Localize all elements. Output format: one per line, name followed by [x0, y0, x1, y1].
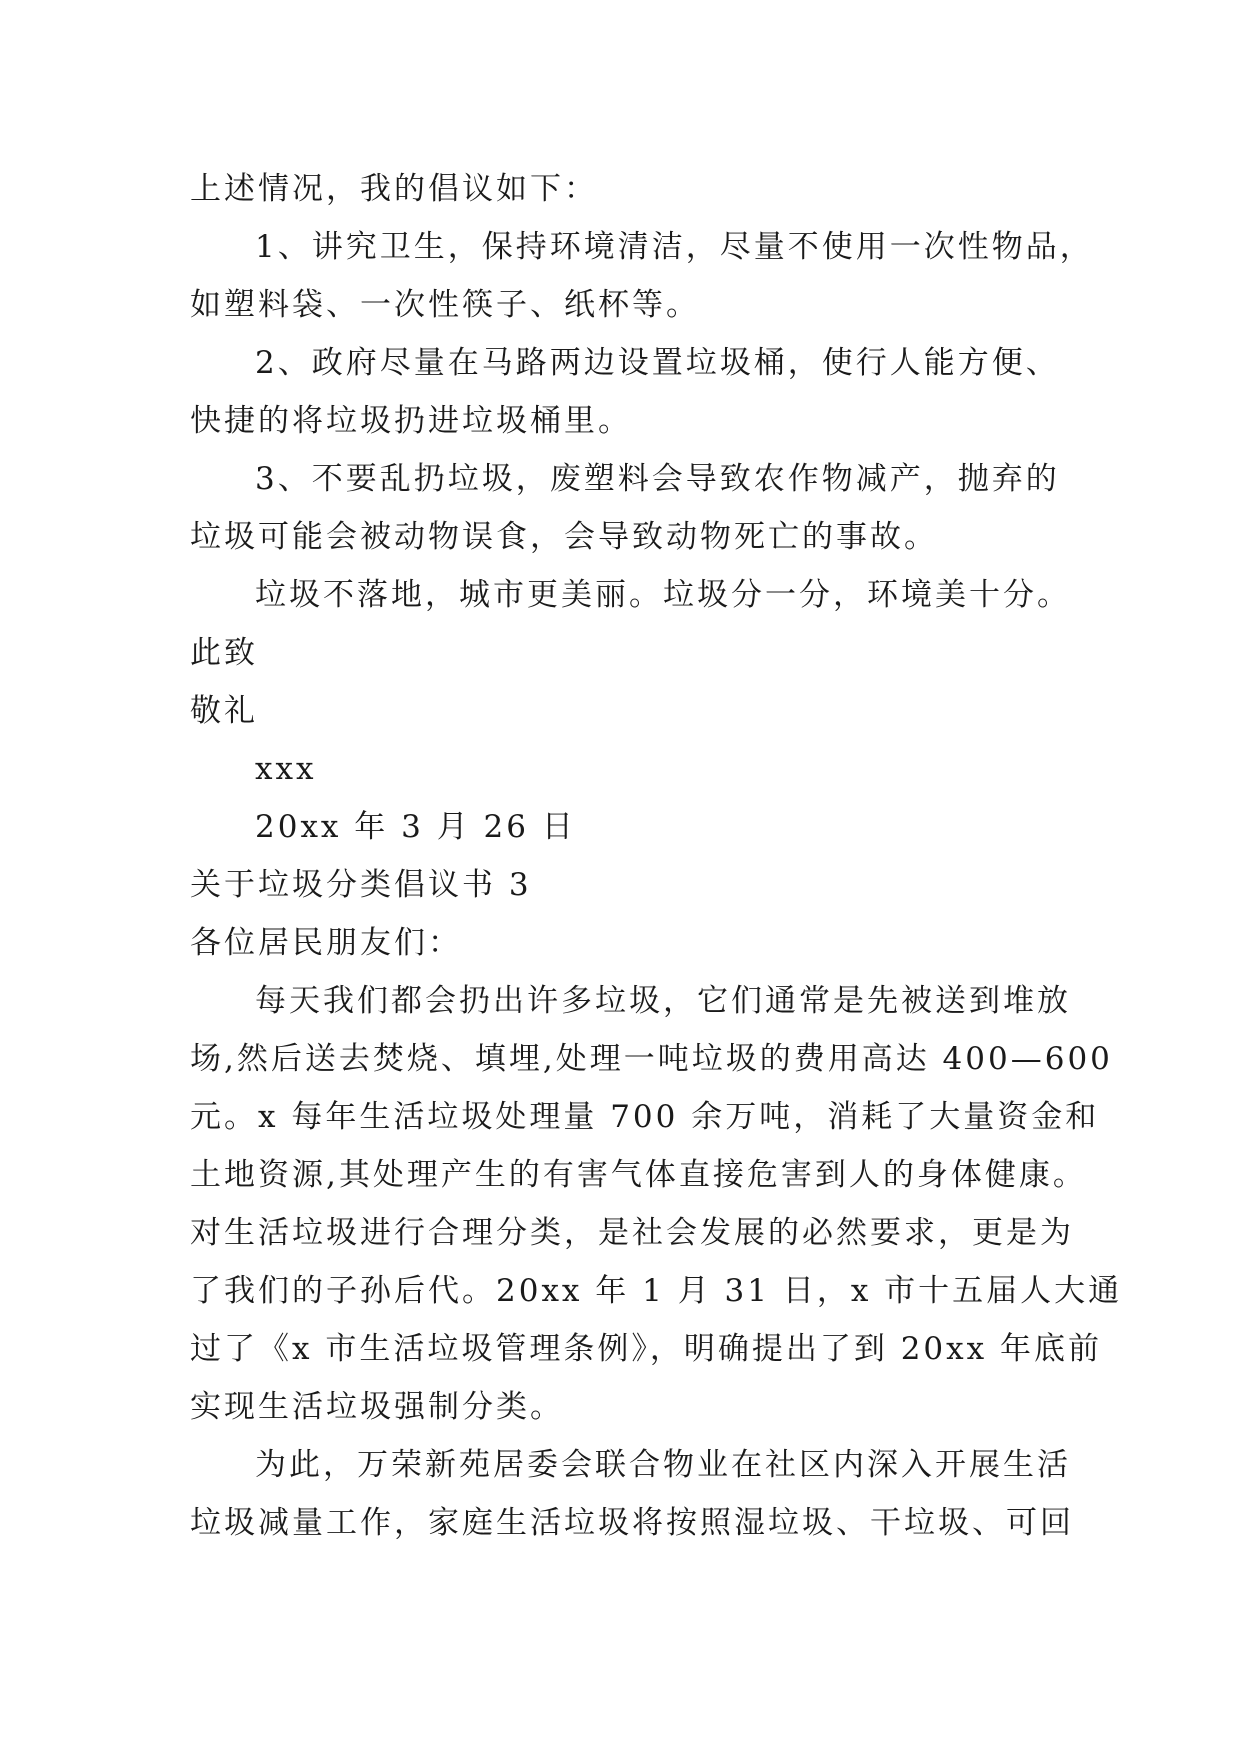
text-line: 快捷的将垃圾扔进垃圾桶里。 [190, 403, 632, 439]
greeting: 各位居民朋友们： [190, 925, 462, 961]
text-line: 垃圾减量工作，家庭生活垃圾将按照湿垃圾、干垃圾、可回 [190, 1505, 1074, 1541]
text-line: 了我们的子孙后代。20xx 年 1 月 31 日，x 市十五届人大通 [190, 1273, 1123, 1309]
text-line: 如塑料袋、一次性筷子、纸杯等。 [190, 287, 700, 323]
text-line: 实现生活垃圾强制分类。 [190, 1389, 564, 1425]
text-line: 为此，万荣新苑居委会联合物业在社区内深入开展生活 [255, 1447, 1071, 1483]
date: 20xx 年 3 月 26 日 [255, 809, 576, 845]
text-line: 元。x 每年生活垃圾处理量 700 余万吨，消耗了大量资金和 [190, 1099, 1100, 1135]
text-line: 3、不要乱扔垃圾，废塑料会导致农作物减产，抛弃的 [255, 461, 1060, 497]
text-line: 1、讲究卫生，保持环境清洁，尽量不使用一次性物品， [255, 229, 1094, 265]
closing-salutation: 此致 [190, 635, 258, 671]
text-line: 过了《x 市生活垃圾管理条例》，明确提出了到 20xx 年底前 [190, 1331, 1102, 1367]
text-line: 对生活垃圾进行合理分类，是社会发展的必然要求，更是为 [190, 1215, 1074, 1251]
signature: xxx [255, 751, 317, 787]
text-line: 场,然后送去焚烧、填埋,处理一吨垃圾的费用高达 400—600 [190, 1041, 1113, 1077]
text-line: 上述情况，我的倡议如下： [190, 171, 598, 207]
closing-regards: 敬礼 [190, 693, 258, 729]
text-line: 2、政府尽量在马路两边设置垃圾桶，使行人能方便、 [255, 345, 1060, 381]
document-body [190, 160, 1123, 1552]
text-line: 垃圾可能会被动物误食，会导致动物死亡的事故。 [190, 519, 938, 555]
text-line: 每天我们都会扔出许多垃圾，它们通常是先被送到堆放 [255, 983, 1071, 1019]
text-line: 垃圾不落地，城市更美丽。垃圾分一分，环境美十分。 [255, 577, 1071, 613]
section-title: 关于垃圾分类倡议书 3 [190, 867, 532, 903]
text-line: 土地资源,其处理产生的有害气体直接危害到人的身体健康。 [190, 1157, 1087, 1193]
